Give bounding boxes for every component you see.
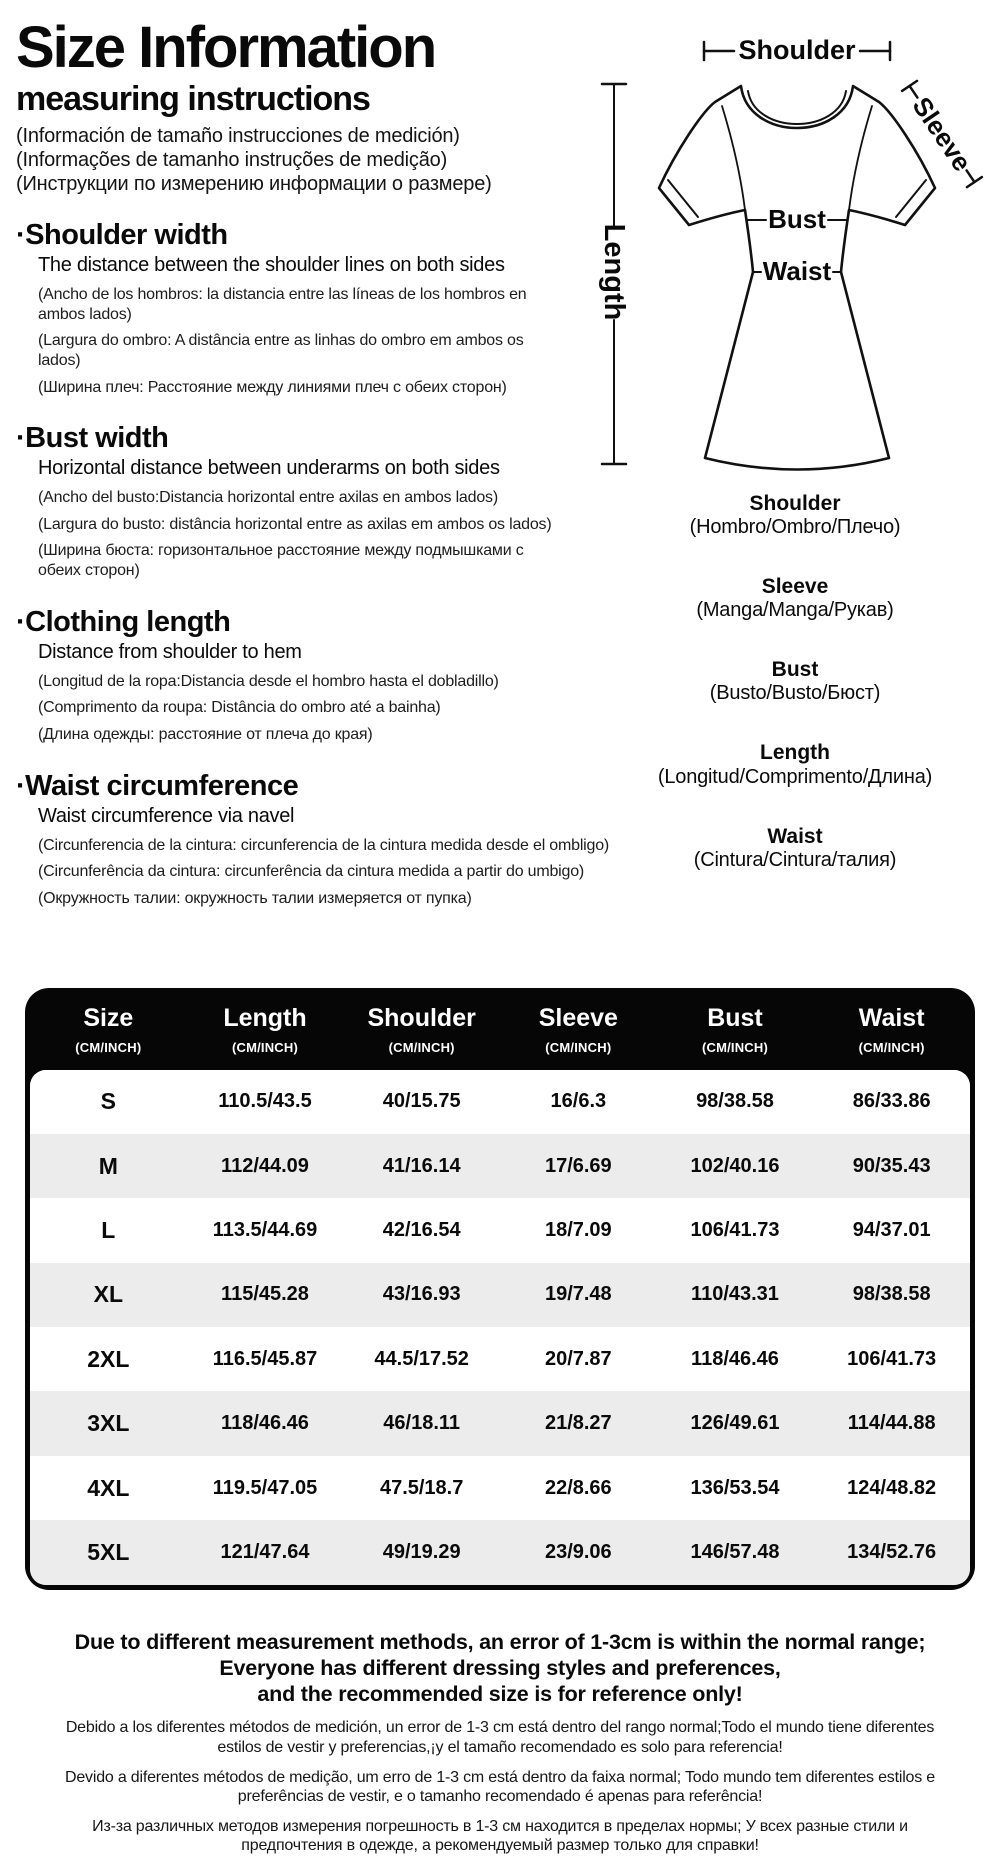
page-title: Size Information — [16, 15, 436, 80]
measure-translation: (Cintura/Cintura/талия) — [693, 848, 897, 871]
measure-name: Length — [760, 741, 830, 765]
section-title-text: Clothing length — [25, 605, 231, 638]
length-measure-mark — [598, 84, 630, 464]
measure-name: Shoulder — [749, 492, 841, 515]
cell-bust: 98/38.58 — [696, 1090, 774, 1113]
section-description: Waist circumference via navel — [38, 804, 295, 827]
section-note-ru: (Окружность талии: окружность талии измеряется от пупка) — [38, 889, 472, 907]
cell-waist: 114/44.88 — [847, 1412, 936, 1435]
section-description: Distance from shoulder to hem — [38, 640, 302, 663]
column-header-length — [187, 1005, 344, 1055]
cell-shoulder: 47.5/18.7 — [379, 1476, 464, 1499]
measure-name: Waist — [767, 824, 823, 848]
cell-length: 110.5/43.5 — [218, 1090, 312, 1113]
table-row — [30, 1520, 970, 1584]
table-row — [30, 1198, 970, 1262]
cell-shoulder: 42/16.54 — [382, 1218, 461, 1241]
column-unit: (CM/INCH) — [545, 1039, 612, 1055]
bullet: · — [16, 422, 26, 455]
disclaimer-note-ru: Из-за различных методов измерения погрешность в 1-3 см находится в пределах нормы; У всех разные стили и предпочтения в одежде, а рекомендуемый размер только для справки! — [92, 1818, 908, 1855]
column-name: Size — [83, 1004, 134, 1032]
size-table-body — [30, 1070, 970, 1585]
section-note-ru: (Ширина плеч: Расстояние между линиями плеч с обеих сторон) — [38, 378, 507, 396]
table-row — [30, 1327, 970, 1391]
column-header-sleeve — [500, 1005, 657, 1055]
section-description: The distance between the shoulder lines on both sides — [38, 254, 505, 277]
cell-length: 112/44.09 — [221, 1154, 309, 1177]
column-unit: (CM/INCH) — [858, 1039, 925, 1055]
column-header-bust — [657, 1005, 814, 1055]
column-name: Waist — [858, 1004, 925, 1032]
cell-sleeve: 22/8.66 — [544, 1476, 612, 1499]
column-unit: (CM/INCH) — [701, 1039, 769, 1055]
cell-waist: 134/52.76 — [847, 1540, 937, 1563]
cell-size: 4XL — [87, 1474, 130, 1501]
cell-size: L — [101, 1216, 116, 1243]
column-header-waist — [813, 1005, 970, 1055]
measure-name: Sleeve — [761, 575, 829, 599]
measuring-sections — [16, 210, 610, 908]
disclaimer-note-pt: Devido a diferentes métodos de medição, um erro de 1-3 cm está dentro da faixa normal; Todo mundo tem diferentes estilos e preferências de vestir, e o tamanho recomendado é apenas para referência! — [64, 1768, 935, 1805]
section-title-text: Waist circumference — [25, 769, 299, 802]
footer-disclaimer — [0, 1630, 1000, 1856]
cell-bust: 110/43.31 — [691, 1283, 779, 1306]
disclaimer-note-es: Debido a los diferentes métodos de medición, un error de 1-3 cm está dentro del rango normal;Todo el mundo tiene diferentes estilos de vestir y preferencias,¡y el tamaño recomendado es solo para referencia! — [65, 1719, 935, 1756]
section-note-pt: (Circunferência da cintura: circunferência da cintura medida a partir do umbigo) — [38, 863, 585, 881]
measure-item-bust — [596, 658, 994, 705]
section-note-ru: (Длина одежды: расстояние от плеча до края) — [38, 725, 373, 743]
cell-length: 121/47.64 — [220, 1540, 310, 1563]
cell-shoulder: 41/16.14 — [382, 1154, 461, 1177]
section-note-es: (Ancho de los hombros: la distancia entre las líneas de los hombros en ambos lados) — [38, 286, 527, 323]
diagram-bust-label: Bust — [768, 204, 826, 234]
section-shoulder-width — [16, 220, 576, 397]
measure-translation: (Hombro/Ombro/Плечо) — [689, 516, 901, 539]
cell-waist: 124/48.82 — [847, 1476, 937, 1499]
diagram-shoulder-label: Shoulder — [738, 35, 856, 65]
cell-bust: 106/41.73 — [690, 1218, 780, 1241]
waist-measure-mark — [753, 256, 841, 286]
diagram-waist-label: Waist — [762, 256, 832, 286]
cell-bust: 102/40.16 — [690, 1154, 780, 1177]
cell-shoulder: 40/15.75 — [382, 1090, 461, 1113]
cell-sleeve: 23/9.06 — [544, 1540, 612, 1563]
measure-translation: (Busto/Busto/Бюст) — [709, 682, 881, 705]
disclaimer-line-3: and the recommended size is for reference only! — [257, 1681, 743, 1706]
measure-item-waist — [596, 825, 994, 872]
cell-sleeve: 17/6.69 — [544, 1154, 612, 1177]
measure-item-shoulder — [596, 492, 994, 539]
cell-waist: 86/33.86 — [852, 1090, 931, 1113]
bust-measure-mark — [748, 204, 846, 234]
bullet: · — [16, 219, 26, 251]
disclaimer-line-2: Everyone has different dressing styles and preferences, — [219, 1655, 781, 1680]
cell-bust: 146/57.48 — [690, 1540, 780, 1563]
column-name: Length — [223, 1004, 307, 1032]
cell-length: 113.5/44.69 — [212, 1218, 318, 1241]
cell-length: 118/46.46 — [221, 1412, 309, 1435]
table-row — [30, 1134, 970, 1198]
cell-bust: 126/49.61 — [690, 1412, 780, 1435]
cell-sleeve: 16/6.3 — [550, 1090, 607, 1113]
measure-translation: (Manga/Manga/Рукав) — [696, 599, 894, 622]
section-title — [16, 220, 576, 250]
cell-size: S — [100, 1088, 116, 1115]
column-unit: (CM/INCH) — [75, 1039, 142, 1055]
diagram-sleeve-label: Sleeve — [906, 91, 978, 177]
cell-sleeve: 19/7.48 — [544, 1283, 612, 1306]
measure-item-sleeve — [596, 575, 994, 622]
shoulder-measure-mark — [704, 35, 890, 65]
section-note-es: (Circunferencia de la cintura: circunferencia de la cintura medida desde el ombligo) — [38, 836, 610, 854]
table-row — [30, 1263, 970, 1327]
section-title-text: Shoulder width — [25, 219, 228, 251]
size-table — [25, 988, 975, 1590]
cell-bust: 118/46.46 — [691, 1347, 779, 1370]
cell-waist: 90/35.43 — [852, 1154, 931, 1177]
table-row — [30, 1456, 970, 1520]
cell-size: 5XL — [87, 1538, 130, 1565]
title-translation-pt: (Informações de tamanho instruções de medição) — [16, 149, 448, 172]
measure-item-length — [596, 741, 994, 788]
dress-diagram — [562, 20, 994, 482]
column-name: Bust — [707, 1004, 763, 1032]
section-description: Horizontal distance between underarms on both sides — [38, 457, 500, 480]
cell-shoulder: 43/16.93 — [382, 1283, 461, 1306]
measure-name-list — [562, 492, 994, 872]
section-title — [16, 423, 576, 453]
cell-size: 3XL — [87, 1410, 130, 1437]
intro-block — [16, 15, 556, 196]
diagram-column — [562, 20, 994, 908]
section-bust-width — [16, 423, 576, 581]
section-waist-circumference — [16, 769, 610, 909]
bullet: · — [16, 769, 26, 802]
cell-size: XL — [93, 1281, 124, 1308]
section-clothing-length — [16, 607, 576, 745]
cell-shoulder: 44.5/17.52 — [374, 1347, 469, 1370]
section-note-pt: (Comprimento da roupa: Distância do ombro até a bainha) — [38, 699, 441, 717]
diagram-length-label: Length — [598, 223, 630, 321]
sleeve-measure-mark — [897, 78, 987, 191]
section-note-es: (Longitud de la ropa:Distancia desde el hombro hasta el dobladillo) — [38, 672, 499, 690]
cell-length: 115/45.28 — [221, 1283, 309, 1306]
cell-sleeve: 21/8.27 — [544, 1412, 612, 1435]
disclaimer-line-1: Due to different measurement methods, an error of 1-3cm is within the normal range; — [74, 1630, 926, 1654]
cell-waist: 98/38.58 — [852, 1283, 931, 1306]
column-unit: (CM/INCH) — [231, 1039, 299, 1055]
cell-waist: 106/41.73 — [847, 1347, 937, 1370]
cell-size: M — [98, 1152, 118, 1179]
cell-bust: 136/53.54 — [690, 1476, 780, 1499]
column-unit: (CM/INCH) — [388, 1039, 455, 1055]
column-name: Sleeve — [538, 1004, 618, 1032]
table-row — [30, 1391, 970, 1455]
cell-shoulder: 46/18.11 — [383, 1412, 461, 1435]
cell-length: 116.5/45.87 — [212, 1347, 318, 1370]
section-note-ru: (Ширина бюста: горизонтальное расстояние между подмышками с обеих сторон) — [38, 542, 524, 579]
cell-sleeve: 18/7.09 — [544, 1218, 612, 1241]
cell-length: 119.5/47.05 — [212, 1476, 318, 1499]
cell-waist: 94/37.01 — [852, 1218, 931, 1241]
section-note-pt: (Largura do busto: distância horizontal entre as axilas em ambos os lados) — [38, 515, 552, 533]
cell-size: 2XL — [87, 1345, 130, 1372]
column-name: Shoulder — [367, 1004, 476, 1032]
page-subtitle: measuring instructions — [16, 79, 370, 118]
title-translation-ru: (Инструкции по измерению информации о размере) — [16, 173, 492, 196]
table-row — [30, 1070, 970, 1134]
section-title — [16, 607, 576, 637]
column-header-size — [30, 1005, 187, 1055]
bullet: · — [16, 605, 26, 638]
section-note-es: (Ancho del busto:Distancia horizontal entre axilas en ambos lados) — [38, 489, 498, 507]
section-title — [16, 771, 576, 801]
measure-translation: (Longitud/Comprimento/Длина) — [657, 765, 933, 788]
cell-sleeve: 20/7.87 — [544, 1347, 612, 1370]
size-table-header — [30, 988, 970, 1070]
section-title-text: Bust width — [25, 422, 169, 455]
measure-name: Bust — [771, 658, 819, 682]
section-note-pt: (Largura do ombro: A distância entre as linhas do ombro em ambos os lados) — [38, 332, 524, 369]
title-translation-es: (Información de tamaño instrucciones de medición) — [16, 125, 460, 148]
column-header-shoulder — [343, 1005, 500, 1055]
cell-shoulder: 49/19.29 — [382, 1540, 461, 1563]
